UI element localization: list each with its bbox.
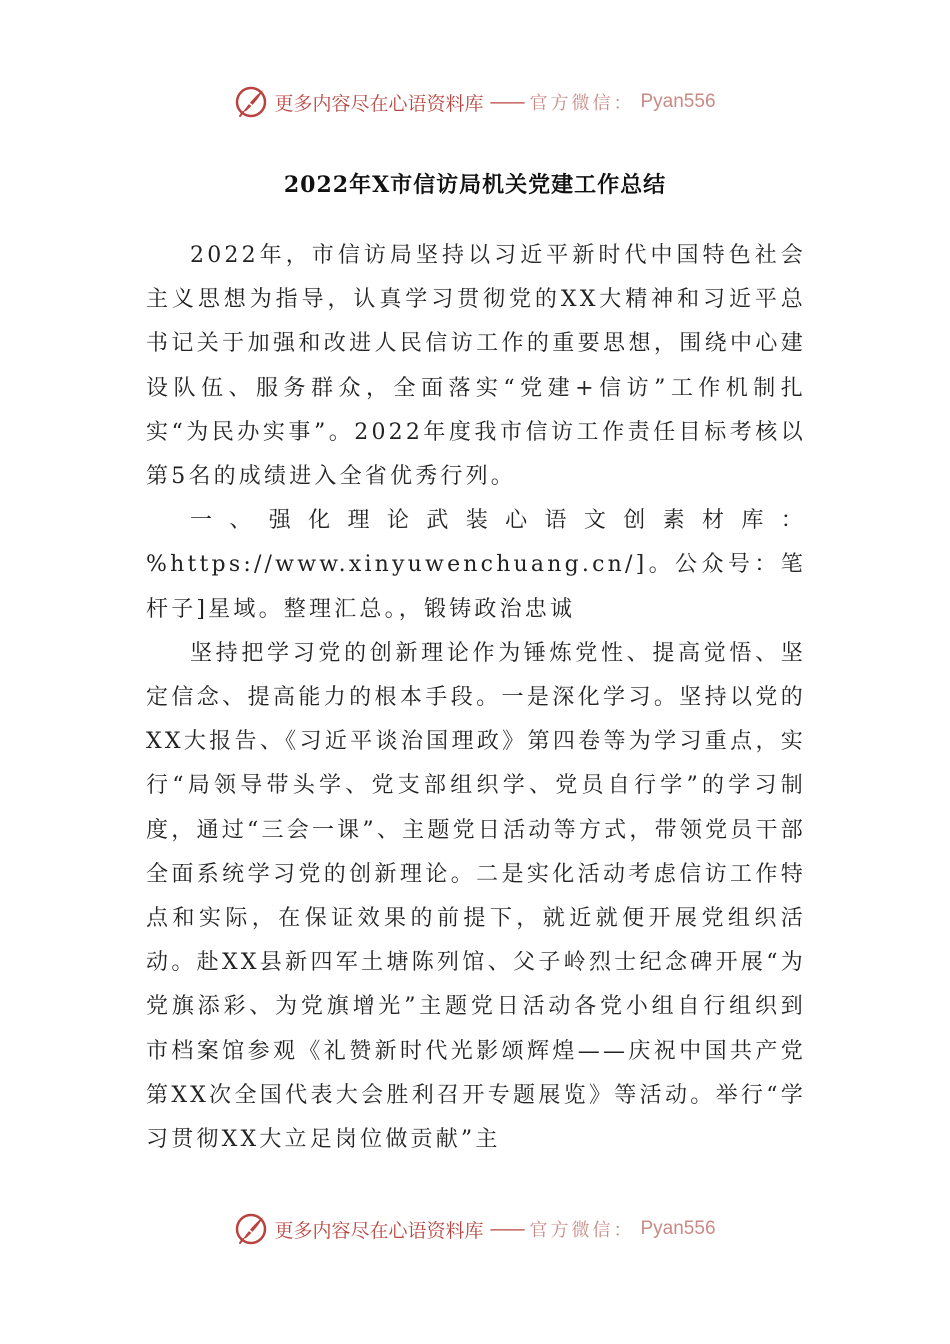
banner-main-text: 更多内容尽在心语资料库 [274,92,484,115]
banner-wechat-id: Pyan556 [640,1218,716,1239]
document-body [146,234,806,1162]
footer-watermark-banner [0,1207,950,1251]
banner-dash: —— [489,91,524,113]
quill-pen-logo-icon [234,85,268,119]
banner-wechat-id: Pyan556 [640,91,716,112]
banner-dash: —— [489,1218,524,1240]
banner-sub-text: 官方微信： [529,93,635,114]
quill-pen-logo-icon [234,1212,268,1246]
banner-sub-text: 官方微信： [529,1220,635,1241]
paragraph-study: 坚持把学习党的创新理论作为锤炼党性、提高觉悟、坚定信念、提高能力的根本手段。一是深化学习。坚持以党的XX大报告、《习近平谈治国理政》第四卷等为学习重点，实行“局领导带头学、党支部组织学、党员自行学”的学习制度，通过“三会一课”、主题党日活动等方式，带领党员干部全面系统学习党的创新理论。二是实化活动考虑信访工作特点和实际，在保证效果的前提下，就近就便开展党组织活动。赴XX县新四军土塘陈列馆、父子岭烈士纪念碑开展“为党旗添彩、为党旗增光”主题党日活动各党小组自行组织到市档案馆参观《礼赞新时代光影颂辉煌——庆祝中国共产党第XX次全国代表大会胜利召开专题展览》等活动。举行“学习贯彻XX大立足岗位做贡献”主 [146,640,806,1153]
header-watermark-banner [0,80,950,124]
banner-main-text: 更多内容尽在心语资料库 [274,1219,484,1242]
paragraph-section-heading: 一、强化理论武装心语文创素材库：%https://www.xinyuwenchuang.cn/]。公众号：笔杆子]星域。整理汇总。，锻铸政治忠诚 [146,508,806,622]
document-title: 2022年X市信访局机关党建工作总结 [283,172,667,198]
paragraph-intro: 2022年，市信访局坚持以习近平新时代中国特色社会主义思想为指导，认真学习贯彻党的XX大精神和习近平总书记关于加强和改进人民信访工作的重要思想，围绕中心建设队伍、服务群众，全面落实“党建+信访”工作机制扎实“为民办实事”。2022年度我市信访工作责任目标考核以第5名的成绩进入全省优秀行列。 [146,243,806,490]
